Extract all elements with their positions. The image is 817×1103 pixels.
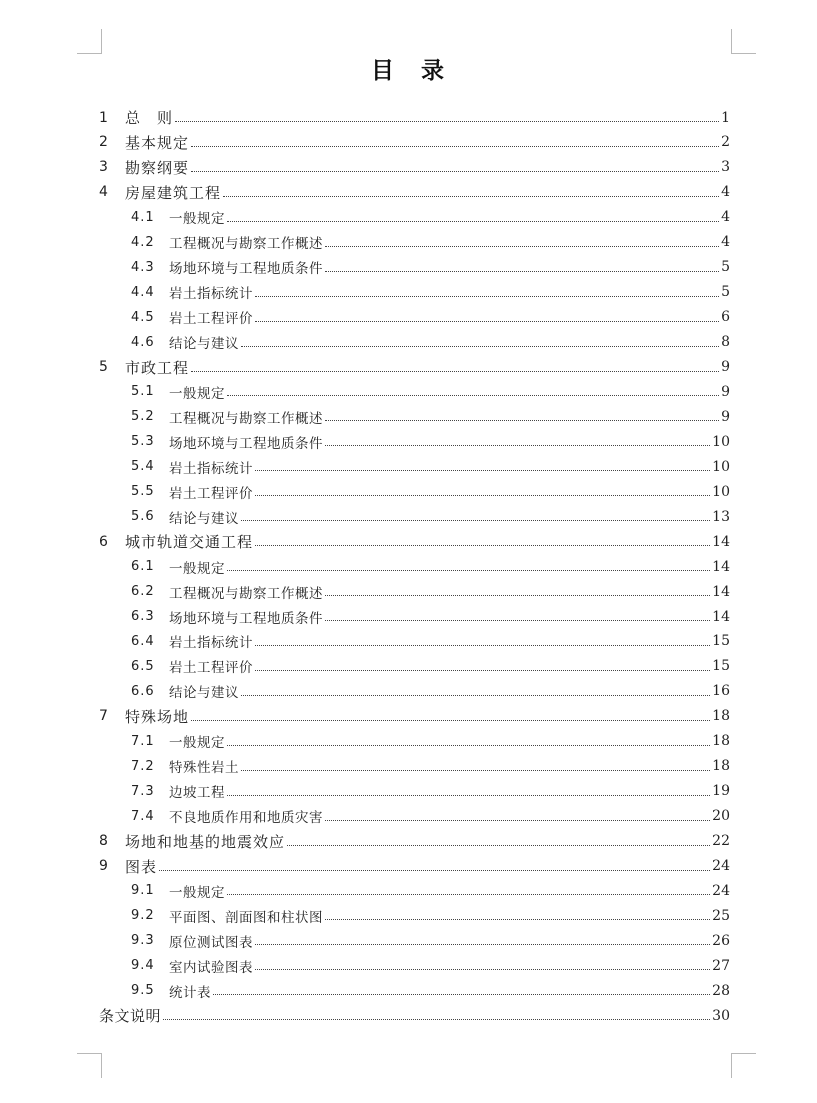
toc-entry[interactable] [99,130,730,155]
toc-entry-number: 4 [99,184,108,201]
toc-subentry[interactable] [131,978,730,1003]
toc-subentry[interactable] [131,379,730,404]
toc-dot-leader [255,968,710,970]
crop-mark-bottom-right [731,1053,756,1078]
toc-entry-title: 结论与建议 [169,685,239,702]
toc-dot-leader [287,844,710,846]
toc-entry-title: 室内试验图表 [169,959,253,976]
toc-dot-leader [255,644,710,646]
toc-page-number: 24 [712,882,730,899]
crop-mark-bottom-left [77,1053,102,1078]
toc-entry-number: 5.5 [131,484,155,500]
toc-page-number: 13 [712,508,730,525]
toc-page-number: 3 [721,159,730,176]
toc-page-number: 15 [712,658,730,675]
toc-entry-title: 场地环境与工程地质条件 [169,261,323,278]
toc-page-number: 14 [712,608,730,625]
toc-dot-leader [325,419,719,421]
toc-entry-title: 原位测试图表 [169,934,253,951]
toc-entry-title: 城市轨道交通工程 [125,533,254,552]
toc-entry[interactable] [99,1003,730,1028]
crop-mark-top-right [731,29,756,54]
toc-entry-title: 一般规定 [169,884,225,901]
toc-page-number: 20 [712,808,730,825]
toc-entry[interactable] [99,180,730,205]
toc-entry-title: 岩土指标统计 [169,286,253,303]
toc-entry-title: 岩土工程评价 [169,485,253,502]
toc-dot-leader [241,769,710,771]
toc-subentry[interactable] [131,330,730,355]
toc-page-number: 14 [712,583,730,600]
toc-page-number: 9 [721,408,730,425]
toc-entry-title: 结论与建议 [169,336,239,353]
toc-dot-leader [223,195,719,197]
toc-dot-leader [227,744,710,746]
toc-page-number: 1 [721,109,730,126]
toc-page-number: 16 [712,683,730,700]
toc-entry-title: 房屋建筑工程 [125,183,222,202]
toc-page-number: 14 [712,533,730,550]
toc-page-number: 18 [712,733,730,750]
toc-subentry[interactable] [131,928,730,953]
toc-dot-leader [227,220,719,222]
toc-entry-title: 一般规定 [169,560,225,577]
toc-entry-title: 特殊场地 [125,707,190,726]
toc-entry-title: 场地环境与工程地质条件 [169,610,323,627]
toc-subentry[interactable] [131,554,730,579]
toc-dot-leader [241,694,710,696]
toc-dot-leader [227,794,710,796]
toc-entry-title: 边坡工程 [169,785,225,802]
toc-dot-leader [255,295,719,297]
toc-entry-title: 总 则 [125,109,174,127]
toc-dot-leader [255,669,710,671]
toc-page-number: 10 [712,433,730,450]
toc-entry-title: 平面图、剖面图和柱状图 [169,909,323,926]
toc-entry[interactable] [99,105,730,130]
toc-entry-number: 9.3 [131,933,155,949]
toc-page-number: 18 [712,708,730,725]
toc-subentry[interactable] [131,504,730,529]
toc-entry-number: 4.5 [131,309,155,325]
toc-page-number: 26 [712,932,730,949]
toc-page-number: 30 [712,1007,730,1024]
toc-entry-number: 9.5 [131,983,155,999]
toc-dot-leader [325,819,710,821]
toc-entry[interactable] [99,704,730,729]
toc-entry-title: 工程概况与勘察工作概述 [169,236,323,253]
toc-entry-number: 4.3 [131,259,155,275]
toc-entry-title: 一般规定 [169,385,225,402]
toc-page-number: 25 [712,907,730,924]
toc-entry-title: 统计表 [169,984,211,1001]
toc-entry-number: 3 [99,159,108,176]
toc-dot-leader [191,170,719,172]
toc-subentry[interactable] [131,629,730,654]
toc-subentry[interactable] [131,255,730,280]
toc-page-number: 22 [712,833,730,850]
toc-page-number: 4 [721,209,730,226]
toc-entry-number: 6.4 [131,633,155,649]
toc-dot-leader [213,993,710,995]
toc-entry-number: 7.3 [131,783,155,799]
toc-subentry[interactable] [131,754,730,779]
toc-subentry[interactable] [131,878,730,903]
toc-subentry[interactable] [131,729,730,754]
toc-entry-number: 4.6 [131,334,155,350]
toc-entry-number: 4.2 [131,234,155,250]
toc-page-number: 24 [712,858,730,874]
toc-entry-title: 一般规定 [169,211,225,228]
toc-entry-number: 5.3 [131,434,155,450]
toc-dot-leader [325,245,719,247]
toc-page-number: 5 [721,259,730,276]
toc-dot-leader [163,1018,710,1020]
toc-dot-leader [325,444,710,446]
toc-entry-number: 6.6 [131,683,155,699]
toc-page-number: 5 [721,284,730,301]
toc-entry-number: 5 [99,359,108,375]
toc-page-number: 9 [721,359,730,375]
toc-dot-leader [175,120,719,122]
toc-entry-number: 5.1 [131,384,155,400]
toc-subentry[interactable] [131,404,730,429]
toc-entry-title: 基本规定 [125,133,190,152]
toc-entry-number: 6.3 [131,609,155,624]
toc-subentry[interactable] [131,205,730,230]
toc-subentry[interactable] [131,804,730,829]
toc-dot-leader [191,370,719,372]
toc-page-number: 18 [712,758,730,775]
toc-entry-number: 1 [99,109,108,126]
toc-entry-number: 9.1 [131,883,155,899]
toc-entry-title: 市政工程 [125,358,190,377]
toc-entry-number: 7 [99,708,108,725]
toc-entry[interactable] [99,829,730,854]
toc-entry[interactable] [99,854,730,879]
toc-page-number: 10 [712,458,730,475]
toc-subentry[interactable] [131,654,730,679]
toc-dot-leader [227,569,710,571]
toc-entry-title: 勘察纲要 [125,158,190,177]
toc-subentry[interactable] [131,953,730,978]
toc-entry-number: 2 [99,134,108,151]
toc-entry[interactable] [99,355,730,380]
toc-entry-title: 条文说明 [99,1007,162,1026]
toc-entry-number: 9.2 [131,908,155,924]
toc-entry-number: 4.4 [131,284,155,300]
toc-entry-number: 6.5 [131,658,155,674]
toc-dot-leader [325,619,710,621]
toc-entry-number: 5.6 [131,509,155,525]
toc-dot-leader [241,345,719,347]
toc-entry-title: 工程概况与勘察工作概述 [169,585,323,602]
toc-subentry[interactable] [131,604,730,629]
toc-entry-number: 7.1 [131,733,155,749]
toc-subentry[interactable] [131,479,730,504]
toc-dot-leader [227,893,710,895]
toc-dot-leader [227,394,719,396]
toc-entry[interactable] [99,155,730,180]
toc-dot-leader [255,469,710,471]
toc-dot-leader [255,320,719,322]
toc-subentry[interactable] [131,679,730,704]
toc-page-number: 2 [721,134,730,151]
toc-dot-leader [255,544,710,546]
toc-entry-number: 7.2 [131,758,155,774]
toc-entry-number: 4.1 [131,209,155,225]
toc-page-number: 4 [721,184,730,201]
toc-entry-title: 特殊性岩土 [169,760,239,777]
toc-page-number: 9 [721,383,730,400]
toc-entry-title: 一般规定 [169,735,225,752]
toc-page-number: 4 [721,234,730,251]
toc-page-number: 10 [712,483,730,500]
toc-dot-leader [191,145,719,147]
toc-page-number: 28 [712,982,730,999]
toc-entry-number: 8 [99,833,108,850]
toc-entry-title: 不良地质作用和地质灾害 [169,810,323,827]
toc-dot-leader [255,943,710,945]
toc-dot-leader [241,519,710,521]
toc-dot-leader [191,719,710,721]
toc-entry-title: 岩土工程评价 [169,311,253,328]
toc-entry[interactable] [99,529,730,554]
toc-entry-title: 图表 [125,857,158,876]
toc-page-number: 14 [712,558,730,575]
toc-dot-leader [325,594,710,596]
toc-subentry[interactable] [131,305,730,330]
toc-entry-number: 6 [99,533,108,550]
toc-subentry[interactable] [131,454,730,479]
crop-mark-top-left [77,29,102,54]
toc-entry-title: 岩土工程评价 [169,660,253,677]
toc-entry-title: 场地环境与工程地质条件 [169,435,323,452]
toc-subentry[interactable] [131,429,730,454]
toc-subentry[interactable] [131,903,730,928]
toc-dot-leader [255,494,710,496]
toc-dot-leader [325,270,719,272]
toc-entry-title: 岩土指标统计 [169,460,253,477]
toc-page-number: 27 [712,957,730,974]
toc-dot-leader [325,918,710,920]
toc-entry-number: 9.4 [131,958,155,974]
toc-page-number: 8 [721,334,730,351]
toc-dot-leader [159,869,710,871]
toc-page-number: 15 [712,633,730,650]
toc-subentry[interactable] [131,280,730,305]
toc-entry-number: 5.2 [131,409,155,425]
toc-entry-number: 5.4 [131,459,155,475]
toc-entry-title: 结论与建议 [169,510,239,527]
toc-entry-title: 工程概况与勘察工作概述 [169,410,323,427]
page-title: 目 录 [371,58,446,84]
toc-subentry[interactable] [131,779,730,804]
toc-subentry[interactable] [131,579,730,604]
toc-subentry[interactable] [131,230,730,255]
toc-page-number: 19 [712,783,730,800]
toc-entry-number: 6.1 [131,559,155,575]
toc-page-number: 6 [721,309,730,326]
toc-entry-number: 7.4 [131,808,155,824]
toc-entry-title: 场地和地基的地震效应 [125,832,286,851]
toc-entry-title: 岩土指标统计 [169,635,253,652]
toc-entry-number: 6.2 [131,584,155,600]
toc-entry-number: 9 [99,858,108,874]
